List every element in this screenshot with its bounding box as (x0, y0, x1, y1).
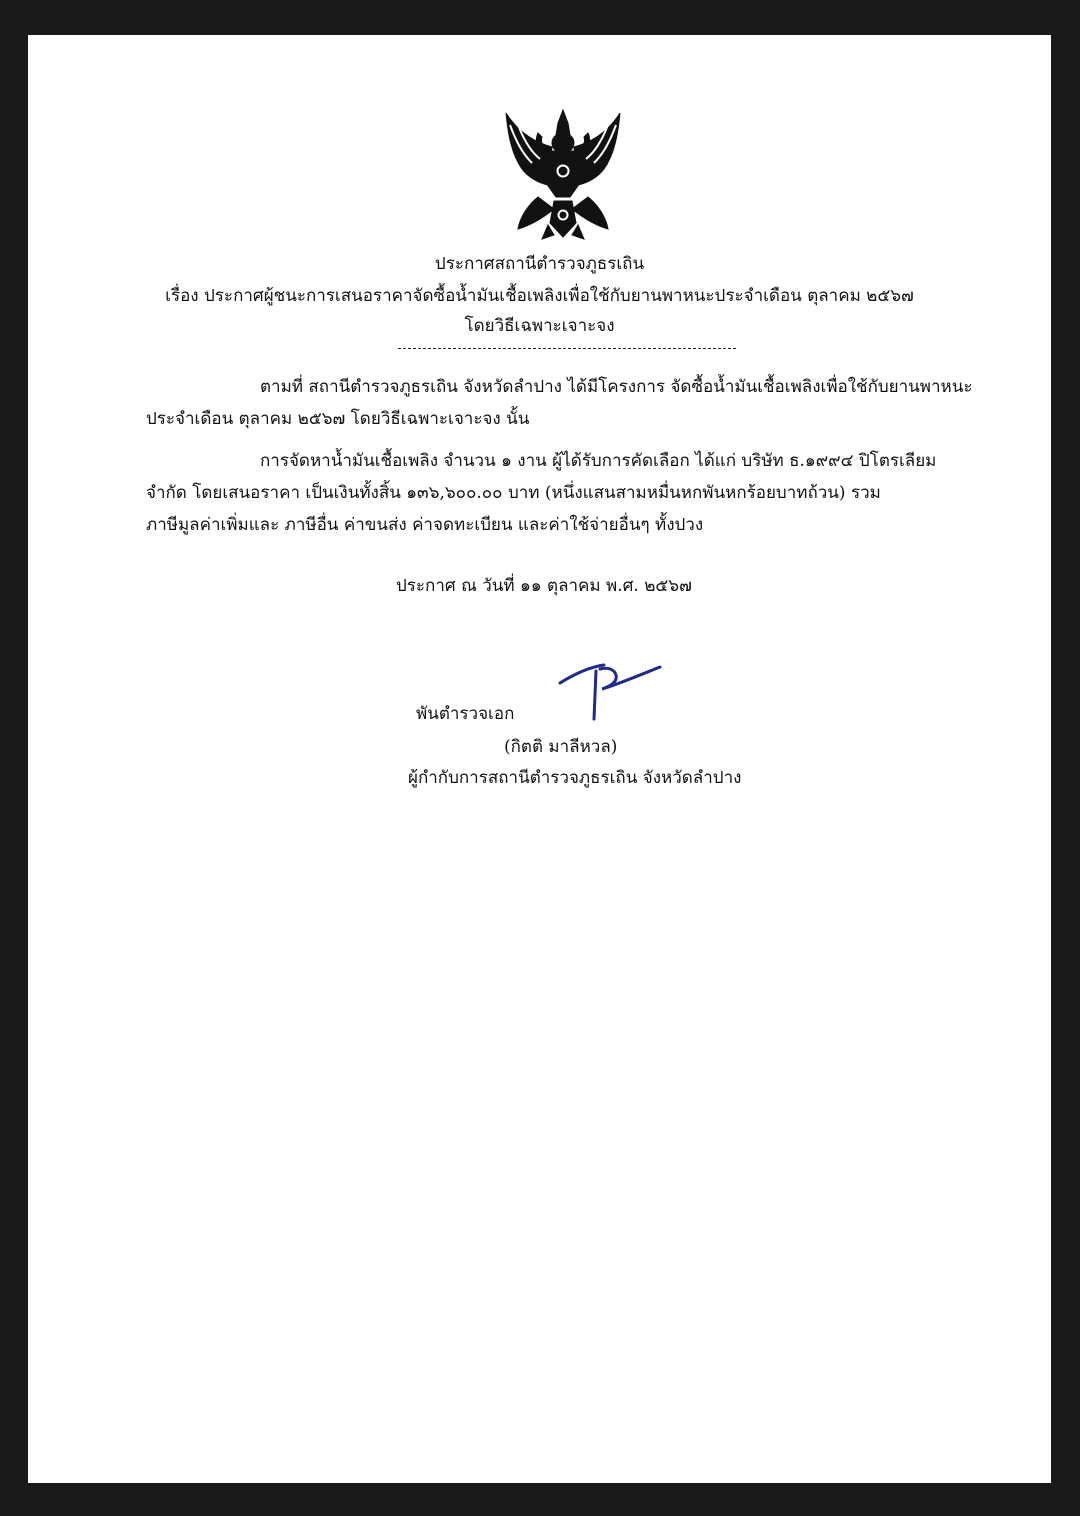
paragraph-project (146, 371, 982, 435)
signer-position: ผู้กำกับการสถานีตำรวจภูธรเถิน จังหวัดลำปาง (408, 768, 742, 788)
paragraph-line: จำกัด โดยเสนอราคา เป็นเงินทั้งสิ้น ๑๓๖,๖๐๐.๐๐ บาท (หนึ่งแสนสามหมื่นหกพันหกร้อยบาทถ้วน) รวม (146, 483, 881, 503)
document-page (28, 35, 1051, 1483)
signer-name: (กิตติ มาลีหวล) (504, 737, 618, 757)
procurement-method: โดยวิธีเฉพาะเจาะจง (464, 316, 615, 336)
divider (398, 348, 736, 349)
garuda-emblem-icon (498, 105, 628, 245)
document-title: ประกาศสถานีตำรวจภูธรเถิน (434, 254, 645, 274)
signer-rank: พันตำรวจเอก (416, 704, 515, 724)
announcement-date: ประกาศ ณ วันที่ ๑๑ ตุลาคม พ.ศ. ๒๕๖๗ (396, 576, 692, 596)
paragraph-line: การจัดหาน้ำมันเชื้อเพลิง จำนวน ๑ งาน ผู้ได้รับการคัดเลือก ได้แก่ บริษัท ธ.๑๙๙๔ ปิโตรเลียม (260, 451, 937, 471)
handwritten-signature (556, 657, 666, 723)
paragraph-line: ตามที่ สถานีตำรวจภูธรเถิน จังหวัดลำปาง ได้มีโครงการ จัดซื้อน้ำมันเชื้อเพลิงเพื่อใช้กับยานพาหนะ (260, 377, 973, 397)
paragraph-line: ประจำเดือน ตุลาคม ๒๕๖๗ โดยวิธีเฉพาะเจาะจง นั้น (146, 409, 530, 429)
document-subject: เรื่อง ประกาศผู้ชนะการเสนอราคาจัดซื้อน้ำมันเชื้อเพลิงเพื่อใช้กับยานพาหนะประจำเดือน ตุลาคม ๒๕๖๗ (165, 286, 914, 306)
paragraph-winner (146, 445, 982, 541)
paragraph-line: ภาษีมูลค่าเพิ่มและ ภาษีอื่น ค่าขนส่ง ค่าจดทะเบียน และค่าใช้จ่ายอื่นๆ ทั้งปวง (146, 515, 704, 535)
